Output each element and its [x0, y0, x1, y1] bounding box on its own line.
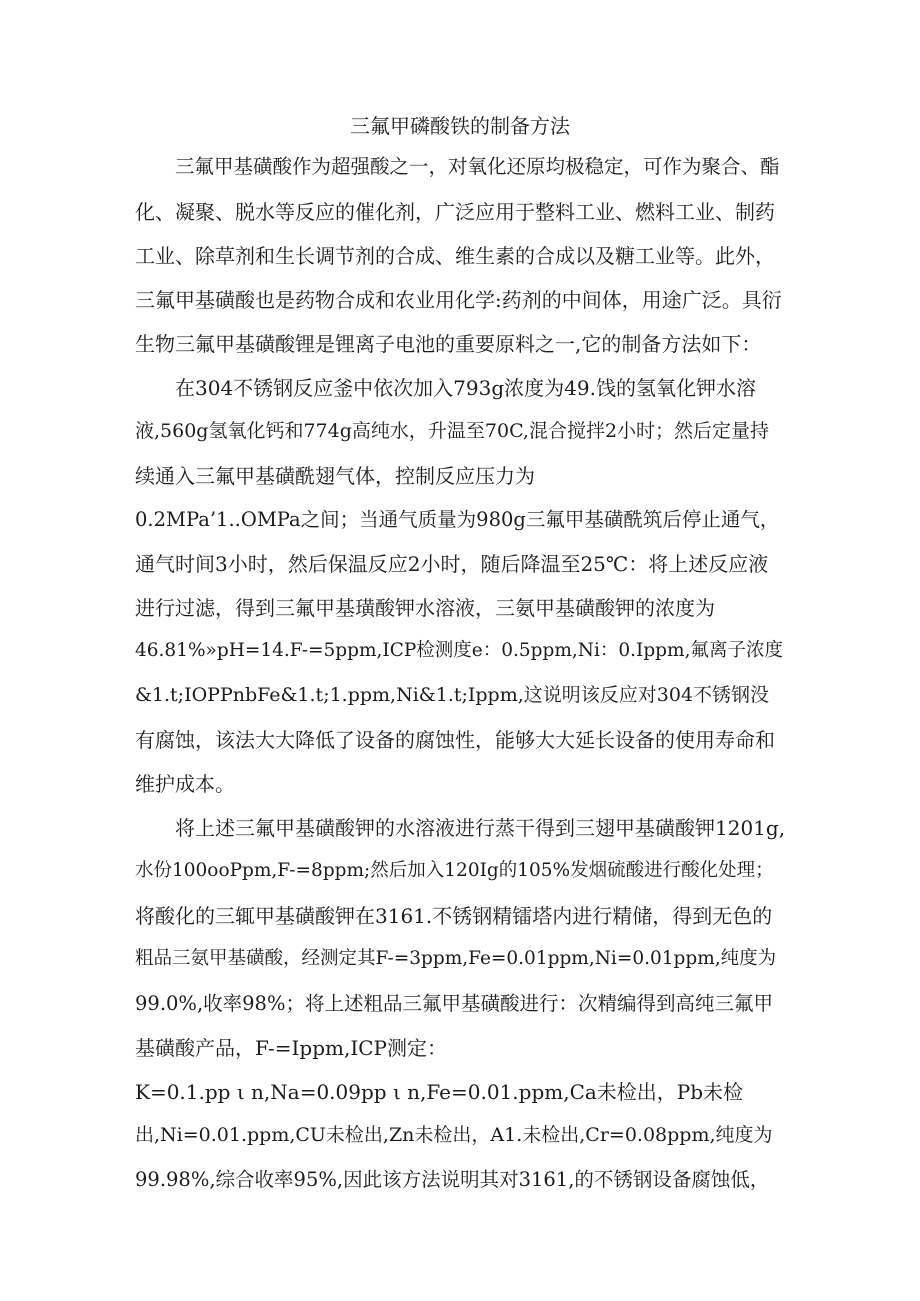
- text-line: 0.2MPa’1..OMPa之间；当通气质量为980g三氟甲基磺酰筑后停止通气，: [135, 508, 780, 531]
- text-line: 99.98%,综合收率95%,因此该方法说明其对3161,的不锈钢设备腐蚀低，: [135, 1168, 770, 1191]
- text-line: 生物三氟甲基磺酸锂是锂离子电池的重要原料之一,它的制备方法如下：: [135, 332, 762, 356]
- text-line: 粗品三氨甲基磺酸，经测定其F-=3ppm,Fe=0.01ppm,Ni=0.01ppm,纯度为: [135, 948, 777, 969]
- document-title: 三氟甲磷酸铁的制备方法: [350, 114, 570, 138]
- text-line: 99.0%,收率98%；将上述粗品三氟甲基磺酸进行：次精编得到高纯三氟甲: [135, 992, 773, 1015]
- text-line: 出,Ni=0.01.ppm,CU未检出,Zn未检出，A1.未检出,Cr=0.08ppm,纯度为: [135, 1124, 773, 1146]
- text-line: 水份100ooPpm,F-=8ppm;然后加入120Ig的105%发烟硫酸进行酸化处理；: [135, 860, 774, 881]
- text-line: &1.t;IOPPnbFe&1.t;1.ppm,Ni&1.t;Ippm,这说明该反应对304不锈钢没: [135, 684, 770, 706]
- text-line: 化、凝聚、脱水等反应的催化剂，广泛应用于整料工业、燃料工业、制药: [135, 200, 775, 224]
- text-line: 进行过滤，得到三氟甲基璜酸钾水溶液，三氨甲基磺酸钾的浓度为: [135, 596, 715, 620]
- text-line: 将酸化的三辄甲基磺酸钾在3161.不锈钢精镭塔内进行精储，得到无色的: [135, 904, 773, 928]
- text-line: 维护成本。: [135, 772, 235, 796]
- text-line: 在304不锈钢反应釜中依次加入793g浓度为49.饯的氢氧化钾水溶: [175, 376, 756, 400]
- text-line: 三氟甲基磺酸也是药物合成和农业用化学:药剂的中间体，用途广泛。具衍: [135, 288, 782, 312]
- text-line: 通气时间3小时，然后保温反应2小时，随后降温至25℃：将上述反应液: [135, 552, 769, 576]
- text-line: K=0.1.pp ι n,Na=0.09pp ι n,Fe=0.01.ppm,Ca未检出，Pb未检: [135, 1080, 744, 1104]
- text-line: 基磺酸产品，F-=Ippm,ICP测定：: [135, 1036, 447, 1060]
- text-line: 工业、除草剂和生长调节剂的合成、维生素的合成以及糖工业等。此外，: [135, 244, 775, 268]
- text-line: 将上述三氟甲基磺酸钾的水溶液进行蒸干得到三翅甲基磺酸钾1201g,: [175, 816, 786, 840]
- text-line: 三氟甲基磺酸作为超强酸之一，对氧化还原均极稳定，可作为聚合、酯: [175, 155, 780, 178]
- text-line: 有腐蚀，该法大大降低了设备的腐蚀性，能够大大延长设备的使用寿命和: [135, 728, 775, 752]
- text-line: 续通入三氟甲基磺酰翅气体，控制反应压力为: [135, 464, 535, 488]
- text-line: 液,560g氢氧化钙和774g高纯水，升温至70C,混合搅拌2小时；然后定量持: [135, 420, 770, 442]
- text-line: 46.81%»pH=14.F-=5ppm,ICP检测度e：0.5ppm,Ni：0.Ippm,氟离子浓度: [135, 640, 783, 661]
